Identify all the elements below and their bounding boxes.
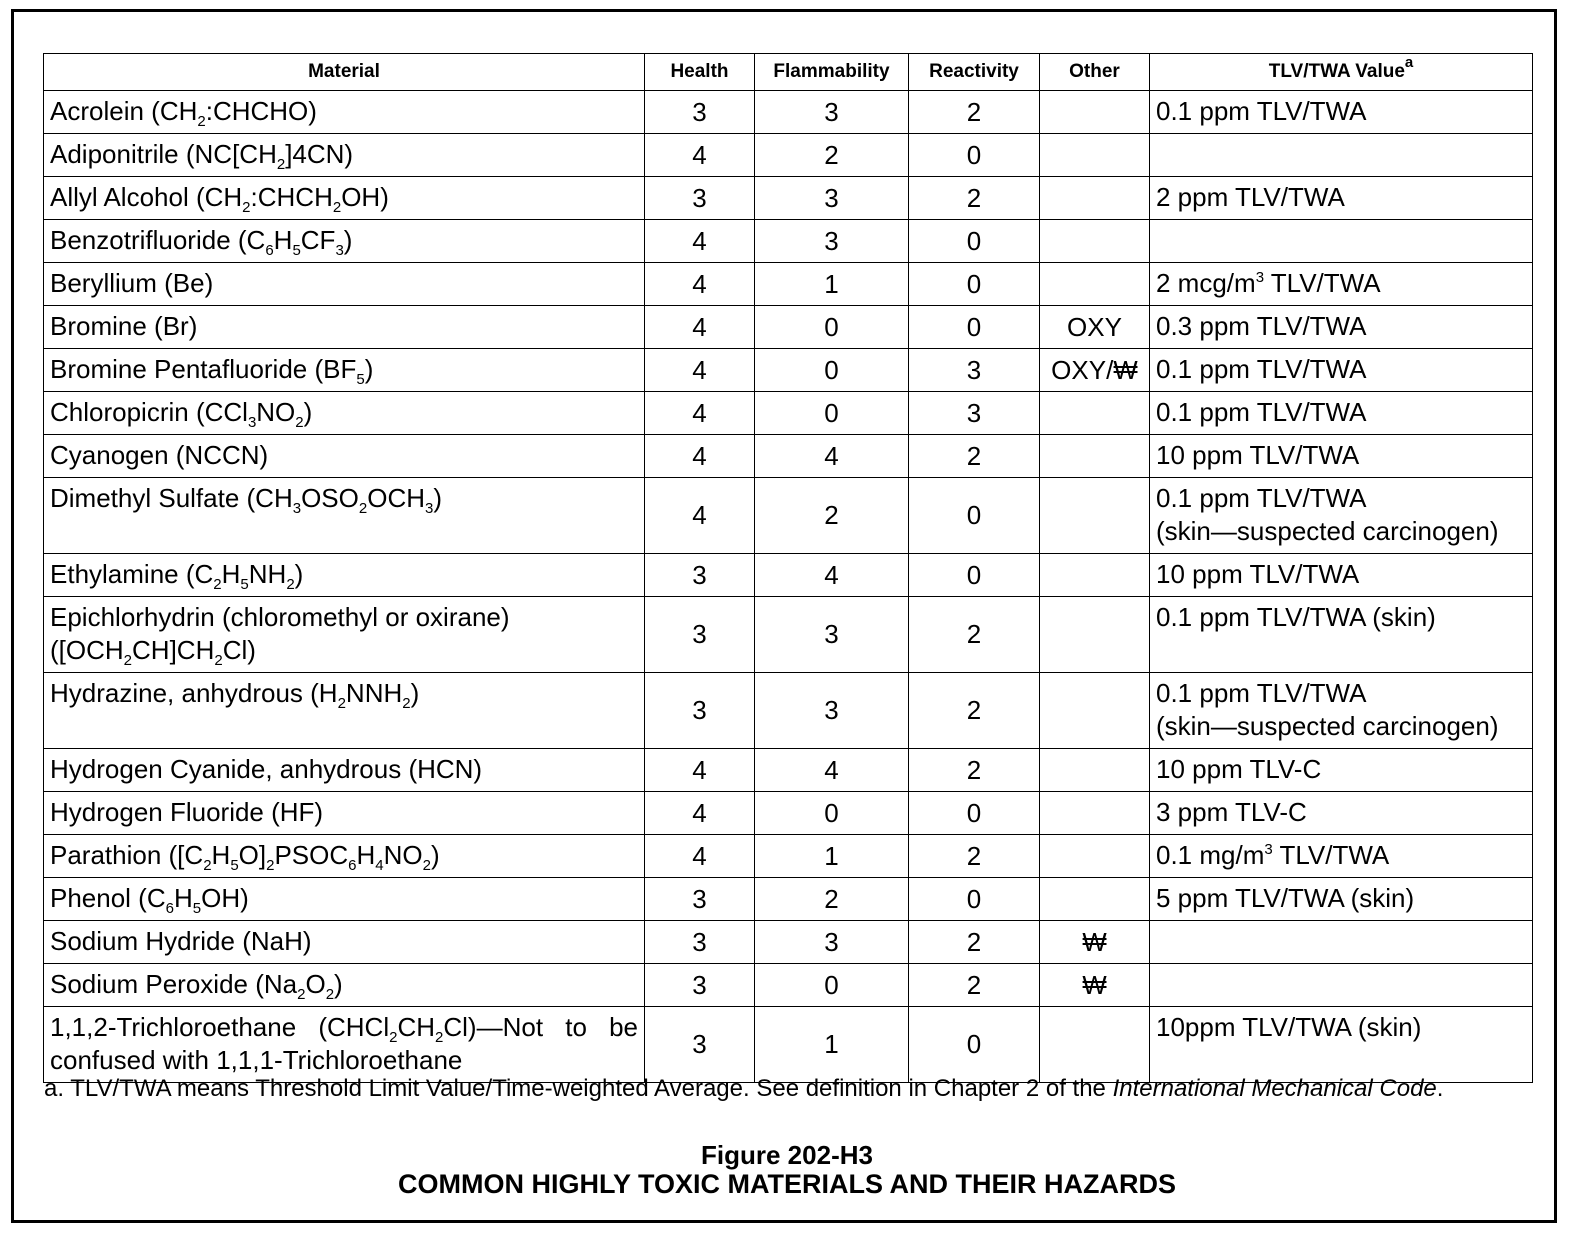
subscript: 4 xyxy=(375,857,384,874)
tlv-twa-cell xyxy=(1150,554,1533,597)
text-run: :CHCH xyxy=(250,182,333,212)
text-run: O] xyxy=(238,840,267,870)
text-run: H xyxy=(273,225,293,255)
text-run: (skin—suspected carcinogen) xyxy=(1156,516,1499,546)
reactivity-cell: 0 xyxy=(909,306,1040,349)
health-cell: 4 xyxy=(645,792,755,835)
tlv-twa-cell xyxy=(1150,1007,1533,1083)
text-run: OCH xyxy=(367,483,425,513)
tlv-twa-cell xyxy=(1150,878,1533,921)
header-tlv-twa: TLV/TWA Value$^a$ xyxy=(1150,54,1533,91)
flammability-cell: 0 xyxy=(755,392,909,435)
text-run: 0.1 ppm TLV/TWA xyxy=(1156,397,1367,427)
subscript: 2 xyxy=(213,576,222,593)
superscript: 3 xyxy=(1255,269,1265,286)
text-run: Phenol (C xyxy=(50,883,166,913)
flammability-cell: 3 xyxy=(755,597,909,673)
material-cell xyxy=(44,220,645,263)
subscript: 2 xyxy=(276,156,286,173)
reactivity-cell: 2 xyxy=(909,177,1040,220)
text-run: 10 ppm TLV/TWA xyxy=(1156,440,1360,470)
hazard-table xyxy=(43,53,1533,1083)
figure-frame xyxy=(11,9,1557,1223)
other-cell xyxy=(1040,478,1150,554)
reactivity-cell: 0 xyxy=(909,878,1040,921)
table-row xyxy=(44,878,1533,921)
text-run: Acrolein (CH xyxy=(50,96,198,126)
subscript: 6 xyxy=(265,242,274,259)
subscript: 5 xyxy=(230,857,239,874)
reactivity-cell: 2 xyxy=(909,964,1040,1007)
subscript: 2 xyxy=(402,695,411,712)
reactivity-cell: 0 xyxy=(909,134,1040,177)
tlv-twa-cell xyxy=(1150,263,1533,306)
text-run: 10ppm TLV/TWA (skin) xyxy=(1156,1012,1422,1042)
table-row xyxy=(44,673,1533,749)
material-cell xyxy=(44,749,645,792)
reactivity-cell: 3 xyxy=(909,349,1040,392)
subscript: 2 xyxy=(332,199,342,216)
health-cell: 3 xyxy=(645,673,755,749)
text-run: Epichlorhydrin (chloromethyl or oxirane) xyxy=(50,602,510,632)
text-run: 0.1 ppm TLV/TWA xyxy=(1156,96,1367,126)
text-run: 10 ppm TLV-C xyxy=(1156,754,1322,784)
reactivity-cell: 0 xyxy=(909,554,1040,597)
text-run: Hydrogen Fluoride (HF) xyxy=(50,797,324,827)
health-cell: 4 xyxy=(645,220,755,263)
figure-number: Figure 202-H3 xyxy=(701,1140,873,1170)
flammability-cell: 3 xyxy=(755,177,909,220)
subscript: 2 xyxy=(286,576,295,593)
table-row xyxy=(44,749,1533,792)
text-run: Hydrazine, anhydrous (H xyxy=(50,678,338,708)
text-run: CH xyxy=(397,1012,436,1042)
reactivity-cell: 2 xyxy=(909,597,1040,673)
text-run: Sodium Peroxide (Na xyxy=(50,969,298,999)
material-cell xyxy=(44,392,645,435)
reactivity-cell: 0 xyxy=(909,263,1040,306)
text-run: TLV/TWA xyxy=(1264,268,1381,298)
text-run: 0.1 ppm TLV/TWA xyxy=(1156,354,1367,384)
text-run: Sodium Hydride (NaH) xyxy=(50,926,312,956)
text-run: Cl) xyxy=(222,635,256,665)
tlv-twa-cell xyxy=(1150,349,1533,392)
flammability-cell: 1 xyxy=(755,263,909,306)
header-other: Other xyxy=(1040,54,1150,91)
reactivity-cell: 2 xyxy=(909,749,1040,792)
subscript: 2 xyxy=(203,857,212,874)
material-cell xyxy=(44,306,645,349)
reactivity-cell: 2 xyxy=(909,435,1040,478)
table-row xyxy=(44,835,1533,878)
flammability-cell: 0 xyxy=(755,964,909,1007)
text-run: Cl)—Not to be confused with 1,1,1-Trichloroethane xyxy=(50,1012,638,1075)
other-cell: OXY/₩ xyxy=(1040,349,1150,392)
subscript: 2 xyxy=(266,857,275,874)
subscript: 5 xyxy=(192,900,202,917)
table-row xyxy=(44,478,1533,554)
text-run: NH xyxy=(248,559,287,589)
flammability-cell: 2 xyxy=(755,878,909,921)
tlv-twa-cell xyxy=(1150,835,1533,878)
text-run: OSO xyxy=(301,483,359,513)
tlv-twa-cell xyxy=(1150,134,1533,177)
other-cell xyxy=(1040,177,1150,220)
header-health: Health xyxy=(645,54,755,91)
material-cell xyxy=(44,921,645,964)
subscript: 5 xyxy=(356,371,365,388)
health-cell: 4 xyxy=(645,306,755,349)
table-row xyxy=(44,263,1533,306)
material-cell xyxy=(44,349,645,392)
reactivity-cell: 2 xyxy=(909,921,1040,964)
text-run: NO xyxy=(383,840,423,870)
text-run: PSOC xyxy=(274,840,349,870)
text-run: ) xyxy=(294,559,304,589)
text-run: TLV/TWA xyxy=(1272,840,1390,870)
tlv-twa-cell xyxy=(1150,673,1533,749)
flammability-cell: 0 xyxy=(755,349,909,392)
tlv-twa-cell xyxy=(1150,478,1533,554)
footnote-book-title: International Mechanical Code xyxy=(1112,1075,1437,1102)
text-run: Benzotrifluoride (C xyxy=(50,225,266,255)
text-run: H xyxy=(356,840,376,870)
header-flammability: Flammability xyxy=(755,54,909,91)
text-run: 5 ppm TLV/TWA (skin) xyxy=(1156,883,1415,913)
table-row xyxy=(44,554,1533,597)
table-row xyxy=(44,91,1533,134)
tlv-twa-cell xyxy=(1150,921,1533,964)
material-cell xyxy=(44,91,645,134)
text-run: ) xyxy=(410,678,420,708)
text-run: 0.1 ppm TLV/TWA (skin) xyxy=(1156,602,1436,632)
other-cell xyxy=(1040,392,1150,435)
text-run: 2 ppm TLV/TWA xyxy=(1156,182,1345,212)
reactivity-cell: 2 xyxy=(909,91,1040,134)
health-cell: 3 xyxy=(645,1007,755,1083)
material-cell xyxy=(44,478,645,554)
health-cell: 4 xyxy=(645,349,755,392)
text-run: ([OCH xyxy=(50,635,124,665)
text-run: H xyxy=(221,559,241,589)
text-run: 0.1 ppm TLV/TWA xyxy=(1156,678,1367,708)
subscript: 2 xyxy=(297,986,306,1003)
health-cell: 4 xyxy=(645,263,755,306)
flammability-cell: 3 xyxy=(755,673,909,749)
subscript: 2 xyxy=(358,500,368,517)
other-cell xyxy=(1040,554,1150,597)
other-cell xyxy=(1040,835,1150,878)
flammability-cell: 1 xyxy=(755,835,909,878)
material-cell xyxy=(44,964,645,1007)
material-cell xyxy=(44,792,645,835)
other-cell xyxy=(1040,878,1150,921)
other-cell xyxy=(1040,91,1150,134)
other-cell: ₩ xyxy=(1040,921,1150,964)
health-cell: 4 xyxy=(645,435,755,478)
text-run: Bromine (Br) xyxy=(50,311,198,341)
text-run: Beryllium (Be) xyxy=(50,268,214,298)
tlv-twa-cell xyxy=(1150,597,1533,673)
table-row xyxy=(44,435,1533,478)
text-run: Adiponitrile (NC[CH xyxy=(50,139,277,169)
subscript: 2 xyxy=(214,652,223,669)
health-cell: 3 xyxy=(645,878,755,921)
material-cell xyxy=(44,177,645,220)
material-cell xyxy=(44,134,645,177)
subscript: 2 xyxy=(325,986,335,1003)
flammability-cell: 2 xyxy=(755,134,909,177)
subscript: 2 xyxy=(295,414,304,431)
health-cell: 3 xyxy=(645,91,755,134)
subscript: 6 xyxy=(165,900,174,917)
other-cell xyxy=(1040,134,1150,177)
other-cell xyxy=(1040,749,1150,792)
text-run: 1,1,2-Trichloroethane (CHCl xyxy=(50,1012,390,1042)
text-run: ]4CN) xyxy=(285,139,354,169)
text-run: (skin—suspected carcinogen) xyxy=(1156,711,1499,741)
text-run: Dimethyl Sulfate (CH xyxy=(50,483,293,513)
reactivity-cell: 0 xyxy=(909,478,1040,554)
subscript: 2 xyxy=(242,199,251,216)
material-cell xyxy=(44,263,645,306)
table-row xyxy=(44,1007,1533,1083)
material-cell xyxy=(44,878,645,921)
subscript: 2 xyxy=(422,857,431,874)
text-run: 2 mcg/m xyxy=(1156,268,1256,298)
flammability-cell: 0 xyxy=(755,306,909,349)
subscript: 6 xyxy=(348,857,357,874)
text-run: O xyxy=(305,969,326,999)
reactivity-cell: 2 xyxy=(909,673,1040,749)
health-cell: 3 xyxy=(645,554,755,597)
tlv-twa-cell xyxy=(1150,220,1533,263)
subscript: 2 xyxy=(389,1029,398,1046)
text-run: Chloropicrin (CCl xyxy=(50,397,248,427)
table-row xyxy=(44,177,1533,220)
tlv-twa-cell xyxy=(1150,435,1533,478)
header-reactivity: Reactivity xyxy=(909,54,1040,91)
reactivity-cell: 3 xyxy=(909,392,1040,435)
tlv-twa-cell xyxy=(1150,306,1533,349)
tlv-twa-cell xyxy=(1150,91,1533,134)
flammability-cell: 3 xyxy=(755,220,909,263)
health-cell: 4 xyxy=(645,749,755,792)
health-cell: 3 xyxy=(645,964,755,1007)
tlv-twa-cell xyxy=(1150,964,1533,1007)
material-cell xyxy=(44,554,645,597)
other-cell xyxy=(1040,597,1150,673)
table-row xyxy=(44,792,1533,835)
tlv-twa-cell xyxy=(1150,392,1533,435)
text-run: ) xyxy=(343,225,353,255)
text-run: Ethylamine (C xyxy=(50,559,214,589)
text-run: 0.1 mg/m xyxy=(1156,840,1265,870)
other-cell xyxy=(1040,1007,1150,1083)
health-cell: 4 xyxy=(645,478,755,554)
table-row xyxy=(44,964,1533,1007)
flammability-cell: 4 xyxy=(755,749,909,792)
table-row xyxy=(44,134,1533,177)
health-cell: 4 xyxy=(645,835,755,878)
reactivity-cell: 2 xyxy=(909,835,1040,878)
subscript: 2 xyxy=(435,1029,444,1046)
tlv-twa-cell xyxy=(1150,792,1533,835)
text-run: CF xyxy=(300,225,336,255)
text-run: ) xyxy=(364,354,374,384)
text-run: Hydrogen Cyanide, anhydrous (HCN) xyxy=(50,754,483,784)
reactivity-cell: 0 xyxy=(909,1007,1040,1083)
subscript: 3 xyxy=(425,500,434,517)
material-cell xyxy=(44,835,645,878)
header-material: Material xyxy=(44,54,645,91)
tlv-twa-cell xyxy=(1150,749,1533,792)
flammability-cell: 1 xyxy=(755,1007,909,1083)
footnote: a. TLV/TWA means Threshold Limit Value/Time-weighted Average. See definition in Chapter 2 of the International Mechanical Code. xyxy=(44,1075,1444,1102)
text-run: OH) xyxy=(201,883,249,913)
health-cell: 4 xyxy=(645,392,755,435)
subscript: 5 xyxy=(292,242,301,259)
text-run: ) xyxy=(430,840,440,870)
text-run: NNH xyxy=(345,678,403,708)
table-row xyxy=(44,349,1533,392)
subscript: 5 xyxy=(240,576,249,593)
text-run: 10 ppm TLV/TWA xyxy=(1156,559,1360,589)
text-run: Bromine Pentafluoride (BF xyxy=(50,354,357,384)
subscript: 3 xyxy=(292,500,302,517)
flammability-cell: 0 xyxy=(755,792,909,835)
other-cell xyxy=(1040,435,1150,478)
material-cell xyxy=(44,435,645,478)
subscript: 2 xyxy=(197,113,206,130)
material-cell xyxy=(44,1007,645,1083)
table-body xyxy=(44,91,1533,1083)
text-run: OH) xyxy=(341,182,389,212)
other-cell xyxy=(1040,263,1150,306)
tlv-twa-cell xyxy=(1150,177,1533,220)
subscript: 3 xyxy=(247,414,257,431)
text-run: Parathion ([C xyxy=(50,840,204,870)
superscript: 3 xyxy=(1264,841,1273,858)
table-row xyxy=(44,306,1533,349)
text-run: 0.3 ppm TLV/TWA xyxy=(1156,311,1367,341)
text-run: H xyxy=(211,840,231,870)
health-cell: 3 xyxy=(645,921,755,964)
text-run: :CHCHO) xyxy=(205,96,317,126)
reactivity-cell: 0 xyxy=(909,792,1040,835)
footnote-marker: a xyxy=(1404,54,1414,71)
table-row xyxy=(44,921,1533,964)
subscript: 3 xyxy=(335,242,344,259)
material-cell xyxy=(44,597,645,673)
other-cell: OXY xyxy=(1040,306,1150,349)
text-run: ) xyxy=(433,483,443,513)
text-run: ) xyxy=(334,969,343,999)
text-run: NO xyxy=(256,397,296,427)
flammability-cell: 2 xyxy=(755,478,909,554)
other-cell xyxy=(1040,792,1150,835)
text-run: 0.1 ppm TLV/TWA xyxy=(1156,483,1367,513)
table-row xyxy=(44,220,1533,263)
health-cell: 3 xyxy=(645,597,755,673)
table-row xyxy=(44,597,1533,673)
text-run: H xyxy=(173,883,193,913)
other-cell: ₩ xyxy=(1040,964,1150,1007)
text-run: ) xyxy=(303,397,313,427)
reactivity-cell: 0 xyxy=(909,220,1040,263)
header-row xyxy=(44,54,1533,91)
other-cell xyxy=(1040,673,1150,749)
health-cell: 4 xyxy=(645,134,755,177)
other-cell xyxy=(1040,220,1150,263)
text-run: 3 ppm TLV-C xyxy=(1156,797,1307,827)
figure-title: COMMON HIGHLY TOXIC MATERIALS AND THEIR HAZARDS xyxy=(397,1169,1177,1199)
flammability-cell: 3 xyxy=(755,91,909,134)
flammability-cell: 3 xyxy=(755,921,909,964)
subscript: 2 xyxy=(337,695,346,712)
material-cell xyxy=(44,673,645,749)
text-run: CH]CH xyxy=(132,635,215,665)
text-run: Allyl Alcohol (CH xyxy=(50,182,243,212)
text-run: Cyanogen (NCCN) xyxy=(50,440,269,470)
subscript: 2 xyxy=(123,652,133,669)
flammability-cell: 4 xyxy=(755,554,909,597)
health-cell: 3 xyxy=(645,177,755,220)
table-row xyxy=(44,392,1533,435)
flammability-cell: 4 xyxy=(755,435,909,478)
